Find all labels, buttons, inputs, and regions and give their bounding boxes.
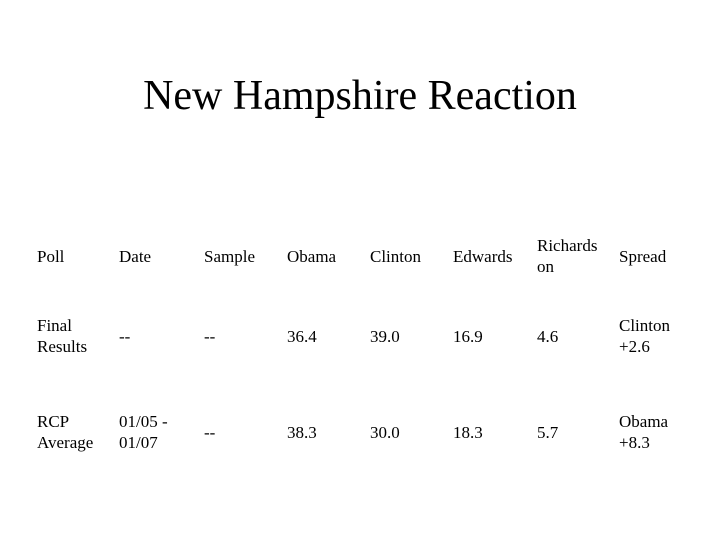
cell-poll: RCP Average xyxy=(37,412,94,452)
cell-date: -- xyxy=(119,326,131,346)
cell-edwards: 18.3 xyxy=(453,422,483,442)
header-sample: Sample xyxy=(204,246,255,266)
cell-richardson: 5.7 xyxy=(537,422,559,442)
cell-sample: -- xyxy=(204,326,216,346)
cell-clinton: 39.0 xyxy=(370,326,400,346)
cell-spread: Clinton +2.6 xyxy=(619,316,671,356)
cell-obama: 38.3 xyxy=(287,422,317,442)
header-richardson: Richards on xyxy=(537,236,598,276)
slide-title: New Hampshire Reaction xyxy=(143,73,577,119)
table-row xyxy=(30,384,694,480)
header-poll: Poll xyxy=(37,246,65,266)
cell-clinton: 30.0 xyxy=(370,422,400,442)
table-header-row xyxy=(30,224,694,288)
cell-spread: Obama +8.3 xyxy=(619,412,669,452)
header-obama: Obama xyxy=(287,246,337,266)
cell-richardson: 4.6 xyxy=(537,326,559,346)
header-edwards: Edwards xyxy=(453,246,513,266)
header-date: Date xyxy=(119,246,152,266)
poll-results-table xyxy=(30,224,694,480)
cell-edwards: 16.9 xyxy=(453,326,483,346)
cell-poll: Final Results xyxy=(37,316,88,356)
cell-date: 01/05 - 01/07 xyxy=(119,412,168,452)
table-row xyxy=(30,288,694,384)
cell-sample: -- xyxy=(204,422,216,442)
cell-obama: 36.4 xyxy=(287,326,317,346)
header-spread: Spread xyxy=(619,246,667,266)
header-clinton: Clinton xyxy=(370,246,422,266)
